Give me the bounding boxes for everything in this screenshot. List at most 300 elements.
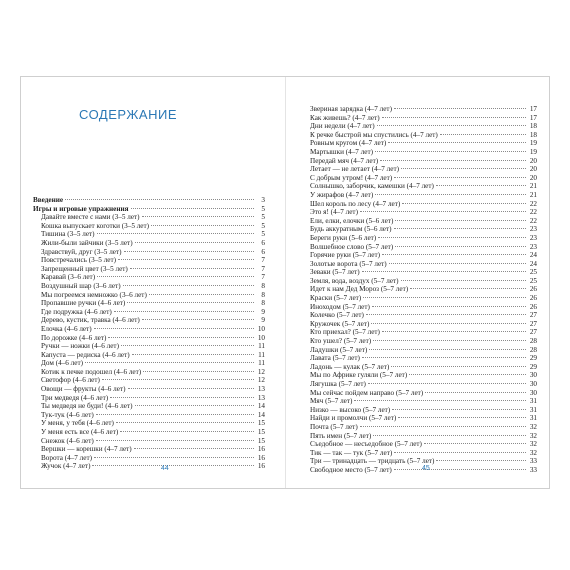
toc-entry-title: Солнышко, заборчик, камешки (4–7 лет) (310, 182, 434, 191)
toc-entry-page: 5 (261, 230, 265, 239)
toc-entry-title: Овощи — фрукты (4–6 лет) (41, 385, 126, 394)
toc-entry-title: Найди и промолчи (5–7 лет) (310, 414, 397, 423)
toc-entry-page: 24 (529, 251, 537, 260)
toc-entry (310, 354, 537, 363)
dot-leader (96, 414, 254, 415)
toc-entry (310, 389, 537, 398)
toc-entry (33, 462, 265, 471)
dot-leader (110, 397, 254, 398)
toc-entry (33, 256, 265, 265)
toc-entry-page: 22 (529, 208, 537, 217)
toc-entry-page: 12 (257, 376, 265, 385)
toc-entry-title: Ты медведя не буди! (4–6 лет) (41, 402, 133, 411)
toc-entry-page: 8 (261, 281, 265, 290)
toc-entry (310, 157, 537, 166)
dot-leader (394, 228, 526, 229)
toc-entry-page: 5 (261, 204, 265, 213)
toc-entry (33, 437, 265, 446)
toc-entry-page: 31 (529, 397, 537, 406)
toc-entry-page: 30 (529, 371, 537, 380)
toc-entry-title: Летает — не летает (4–7 лет) (310, 165, 399, 174)
toc-entry-page: 17 (529, 113, 537, 122)
toc-entry-page: 26 (529, 302, 537, 311)
toc-entry-title: Почта (5–7 лет) (310, 422, 358, 431)
toc-entry (33, 230, 265, 239)
toc-entry-page: 32 (529, 440, 537, 449)
dot-leader (425, 392, 526, 393)
toc-entry (33, 273, 265, 282)
dot-leader (127, 302, 254, 303)
toc-entry-title: Пять имен (5–7 лет) (310, 431, 372, 440)
dot-leader (373, 340, 526, 341)
toc-entry (310, 225, 537, 234)
toc-entry-page: 30 (529, 388, 537, 397)
dot-leader (116, 422, 254, 423)
toc-entry (310, 432, 537, 441)
toc-entry-title: Будь аккуратным (5–6 лет) (310, 225, 392, 234)
dot-leader (123, 285, 254, 286)
dot-leader (409, 374, 526, 375)
toc-entry-page: 14 (257, 402, 265, 411)
toc-entry-page: 15 (257, 428, 265, 437)
book-spread (20, 76, 550, 489)
toc-entry-title: Кто ушел? (5–7 лет) (310, 337, 372, 346)
dot-leader (392, 409, 526, 410)
dot-leader (369, 349, 526, 350)
toc-entry-title: Тик — так — тук (5–7 лет) (310, 448, 393, 457)
toc-entry-title: Капуста — редиска (4–6 лет) (41, 350, 130, 359)
toc-entry-title: Каравай (3–6 лет) (41, 273, 96, 282)
toc-entry-page: 8 (261, 299, 265, 308)
dot-leader (373, 435, 526, 436)
toc-entry-page: 11 (258, 350, 265, 359)
toc-entry (310, 182, 537, 191)
toc-entry-title: Игры и игровые упражнения (33, 204, 129, 213)
toc-entry (310, 337, 537, 346)
toc-entry-title: Низко — высоко (5–7 лет) (310, 405, 391, 414)
toc-entry (310, 440, 537, 449)
toc-entry-title: Елочка (4–6 лет) (41, 324, 92, 333)
dot-leader (377, 125, 526, 126)
toc-entry (310, 380, 537, 389)
toc-entry-title: Шел король по лесу (4–7 лет) (310, 199, 401, 208)
toc-entry (33, 368, 265, 377)
dot-leader (394, 469, 526, 470)
toc-entry (310, 328, 537, 337)
toc-left-column (33, 196, 265, 471)
dot-leader (124, 251, 254, 252)
page-title: СОДЕРЖАНИЕ (79, 107, 178, 122)
toc-entry-title: Дом (4–6 лет) (41, 359, 83, 368)
toc-entry-title: Мы по Африке гуляли (5–7 лет) (310, 371, 408, 380)
dot-leader (108, 337, 254, 338)
dot-leader (368, 383, 526, 384)
toc-entry-page: 32 (529, 422, 537, 431)
toc-entry-title: Земля, вода, воздух (5–7 лет) (310, 276, 399, 285)
toc-entry (310, 234, 537, 243)
toc-entry (33, 376, 265, 385)
dot-leader (398, 417, 526, 418)
dot-leader (401, 280, 526, 281)
dot-leader (362, 271, 526, 272)
toc-entry-title: Звериная зарядка (4–7 лет) (310, 105, 392, 113)
toc-entry (33, 325, 265, 334)
toc-entry-page: 27 (529, 319, 537, 328)
toc-entry (310, 277, 537, 286)
toc-entry-title: Иноходом (5–7 лет) (310, 302, 370, 311)
toc-entry (310, 191, 537, 200)
toc-entry (33, 265, 265, 274)
toc-entry-title: Мы сейчас пойдем направо (5–7 лет) (310, 388, 424, 397)
dot-leader (401, 168, 526, 169)
toc-entry-page: 12 (257, 367, 265, 376)
toc-entry-page: 14 (257, 410, 265, 419)
toc-entry-page: 7 (261, 264, 265, 273)
toc-entry-title: Ели, елки, елочки (5–6 лет) (310, 216, 394, 225)
dot-leader (120, 431, 254, 432)
toc-right-column (310, 105, 537, 475)
toc-entry-title: Ворота (4–7 лет) (41, 453, 92, 462)
toc-entry-title: У жирафов (4–7 лет) (310, 190, 374, 199)
toc-entry-page: 13 (257, 393, 265, 402)
toc-entry-title: Светофор (4–6 лет) (41, 376, 100, 385)
toc-entry-page: 19 (529, 147, 537, 156)
toc-entry (310, 371, 537, 380)
dot-leader (382, 331, 526, 332)
toc-entry-page: 9 (261, 316, 265, 325)
dot-leader (134, 448, 254, 449)
toc-entry-page: 16 (257, 462, 265, 471)
toc-entry-page: 13 (257, 385, 265, 394)
toc-entry (33, 334, 265, 343)
toc-entry-title: Повстречались (3–5 лет) (41, 256, 117, 265)
dot-leader (360, 426, 526, 427)
toc-entry-page: 26 (529, 294, 537, 303)
toc-entry-title: К речке быстрой мы спустились (4–7 лет) (310, 130, 438, 139)
toc-entry (310, 363, 537, 372)
toc-entry (310, 105, 537, 114)
toc-entry-title: Как живешь? (4–7 лет) (310, 113, 380, 122)
dot-leader (130, 268, 254, 269)
toc-entry (310, 251, 537, 260)
toc-entry (33, 454, 265, 463)
dot-leader (378, 237, 526, 238)
toc-entry-title: Съедобное — несъедобное (5–7 лет) (310, 440, 422, 449)
dot-leader (380, 160, 526, 161)
toc-entry-page: 23 (529, 233, 537, 242)
dot-leader (132, 354, 254, 355)
toc-entry-title: Дерево, кустик, травка (4–6 лет) (41, 316, 140, 325)
toc-entry-title: Передай мяч (4–7 лет) (310, 156, 379, 165)
toc-entry (310, 165, 537, 174)
toc-entry-page: 20 (529, 165, 537, 174)
toc-entry (33, 419, 265, 428)
toc-entry (310, 449, 537, 458)
dot-leader (102, 379, 254, 380)
toc-entry-title: Три медведя (4–6 лет) (41, 393, 109, 402)
dot-leader (142, 319, 254, 320)
dot-leader (65, 199, 254, 200)
toc-entry (33, 359, 265, 368)
dot-leader (440, 134, 526, 135)
toc-entry-page: 15 (257, 436, 265, 445)
toc-entry (310, 320, 537, 329)
toc-entry-page: 5 (261, 221, 265, 230)
toc-entry (310, 311, 537, 320)
toc-entry (33, 411, 265, 420)
dot-leader (135, 405, 255, 406)
toc-entry-page: 29 (529, 362, 537, 371)
toc-entry-page: 20 (529, 173, 537, 182)
dot-leader (371, 323, 526, 324)
dot-leader (410, 288, 526, 289)
toc-entry-title: Запрещенный цвет (3–5 лет) (41, 264, 128, 273)
dot-leader (362, 357, 526, 358)
toc-entry-page: 23 (529, 225, 537, 234)
toc-entry-title: Кружочек (5–7 лет) (310, 319, 370, 328)
dot-leader (149, 294, 254, 295)
toc-entry-title: Это я! (4–7 лет) (310, 208, 358, 217)
toc-entry-page: 11 (258, 342, 265, 351)
dot-leader (96, 440, 254, 441)
page-number-left: 44 (161, 465, 169, 472)
toc-entry (33, 394, 265, 403)
toc-entry (33, 402, 265, 411)
toc-entry-title: Ладушки (5–7 лет) (310, 345, 368, 354)
toc-entry-title: Зеваки (5–7 лет) (310, 268, 360, 277)
toc-entry-title: Кто приехал? (5–7 лет) (310, 328, 380, 337)
dot-leader (131, 208, 254, 209)
toc-entry-title: Жучок (4–7 лет) (41, 462, 91, 471)
dot-leader (92, 465, 254, 466)
page-number-right: 45 (422, 465, 430, 472)
toc-entry-title: Три — тринадцать — тридцать (5–7 лет) (310, 457, 435, 466)
toc-entry-title: Пропавшие ручки (4–6 лет) (41, 299, 126, 308)
toc-entry-title: Лавата (5–7 лет) (310, 354, 360, 363)
toc-entry-page: 23 (529, 242, 537, 251)
toc-entry (310, 148, 537, 157)
toc-entry-page: 27 (529, 328, 537, 337)
toc-entry-page: 7 (261, 273, 265, 282)
toc-entry-page: 32 (529, 431, 537, 440)
toc-entry (310, 114, 537, 123)
toc-entry-page: 32 (529, 448, 537, 457)
toc-entry-page: 29 (529, 354, 537, 363)
dot-leader (382, 254, 526, 255)
toc-entry-page: 33 (529, 465, 537, 474)
toc-entry-title: Дни недели (4–7 лет) (310, 122, 375, 131)
toc-entry (33, 291, 265, 300)
right-page (286, 77, 551, 488)
toc-entry-title: Снежок (4–6 лет) (41, 436, 94, 445)
toc-entry (33, 222, 265, 231)
toc-entry-page: 27 (529, 311, 537, 320)
toc-entry-page: 33 (529, 457, 537, 466)
toc-entry-title: С добрым утром! (4–7 лет) (310, 173, 393, 182)
dot-leader (85, 362, 254, 363)
toc-entry-title: По дорожке (4–6 лет) (41, 333, 107, 342)
toc-entry (310, 260, 537, 269)
toc-entry-title: Береги руки (5–6 лет) (310, 233, 377, 242)
toc-entry-title: Волшебное слово (5–7 лет) (310, 242, 394, 251)
toc-entry (33, 445, 265, 454)
toc-entry (33, 385, 265, 394)
toc-entry-title: Где подружка (4–6 лет) (41, 307, 112, 316)
toc-entry-title: Краски (5–7 лет) (310, 294, 362, 303)
toc-entry-title: Свободное место (5–7 лет) (310, 465, 392, 474)
toc-entry-title: Горячие руки (5–7 лет) (310, 251, 380, 260)
toc-entry (33, 342, 265, 351)
toc-entry-title: Лягушка (5–7 лет) (310, 380, 366, 388)
toc-entry-page: 10 (257, 324, 265, 333)
toc-entry-title: Вершки — корешки (4–7 лет) (41, 445, 132, 454)
dot-leader (360, 211, 526, 212)
toc-entry-title: Давайте вместе с нами (3–5 лет) (41, 213, 140, 222)
dot-leader (143, 371, 254, 372)
toc-entry-title: Золотые ворота (5–7 лет) (310, 259, 387, 268)
toc-entry (310, 268, 537, 277)
dot-leader (382, 117, 526, 118)
dot-leader (391, 366, 526, 367)
dot-leader (436, 460, 526, 461)
toc-entry-page: 10 (257, 333, 265, 342)
toc-entry-title: У меня, у тебя (4–6 лет) (41, 419, 114, 428)
toc-entry-title: Тишина (3–5 лет) (41, 230, 95, 239)
dot-leader (395, 220, 526, 221)
toc-entry-page: 18 (529, 130, 537, 139)
dot-leader (151, 225, 254, 226)
toc-entry (33, 428, 265, 437)
toc-entry (310, 208, 537, 217)
toc-entry-title: Котик к печке подошел (4–6 лет) (41, 367, 142, 376)
dot-leader (389, 263, 526, 264)
toc-entry-page: 21 (529, 190, 537, 199)
dot-leader (142, 216, 254, 217)
dot-leader (372, 306, 526, 307)
dot-leader (402, 203, 526, 204)
toc-entry (310, 200, 537, 209)
dot-leader (114, 311, 254, 312)
toc-entry-page: 31 (529, 414, 537, 423)
toc-entry-title: Ладонь — кулак (5–7 лет) (310, 362, 390, 371)
toc-entry (310, 397, 537, 406)
toc-entry (33, 213, 265, 222)
toc-entry-title: Мартышки (4–7 лет) (310, 147, 374, 156)
dot-leader (97, 233, 254, 234)
toc-entry-page: 5 (261, 213, 265, 222)
toc-entry-title: Здравствуй, друг (3–5 лет) (41, 247, 122, 256)
toc-entry-page: 16 (257, 445, 265, 454)
toc-entry-title: Жили-были зайчики (3–5 лет) (41, 238, 133, 247)
toc-entry (310, 346, 537, 355)
dot-leader (97, 276, 254, 277)
toc-entry-page: 25 (529, 276, 537, 285)
toc-entry (33, 248, 265, 257)
toc-entry-title: Тук-тук (4–6 лет) (41, 410, 94, 419)
toc-entry-title: Введение (33, 196, 64, 204)
toc-entry (310, 303, 537, 312)
dot-leader (424, 443, 526, 444)
toc-entry (310, 174, 537, 183)
dot-leader (118, 259, 254, 260)
dot-leader (94, 457, 254, 458)
dot-leader (436, 185, 526, 186)
toc-entry (33, 196, 265, 205)
toc-entry (310, 243, 537, 252)
dot-leader (363, 297, 526, 298)
toc-entry-page: 15 (257, 419, 265, 428)
toc-entry-page: 22 (529, 199, 537, 208)
toc-entry (33, 308, 265, 317)
dot-leader (366, 314, 526, 315)
dot-leader (395, 246, 526, 247)
toc-entry-page: 17 (529, 105, 537, 113)
toc-entry-page: 6 (261, 238, 265, 247)
dot-leader (135, 242, 254, 243)
dot-leader (375, 151, 526, 152)
toc-entry-page: 28 (529, 337, 537, 346)
toc-entry-page: 11 (258, 359, 265, 368)
toc-entry (310, 414, 537, 423)
toc-entry-title: Мяч (5–7 лет) (310, 397, 353, 406)
toc-entry-title: Кошка выпускает коготки (3–5 лет) (41, 221, 150, 230)
toc-entry (310, 406, 537, 415)
toc-entry-title: Ровным кругом (4–7 лет) (310, 139, 387, 148)
toc-entry (33, 316, 265, 325)
dot-leader (128, 388, 255, 389)
toc-entry (310, 294, 537, 303)
toc-entry (310, 122, 537, 131)
toc-entry (33, 351, 265, 360)
dot-leader (94, 328, 254, 329)
dot-leader (375, 194, 526, 195)
toc-entry-page: 7 (261, 256, 265, 265)
toc-entry-title: Колечко (5–7 лет) (310, 311, 364, 320)
toc-entry-page: 25 (529, 268, 537, 277)
toc-entry-page: 31 (529, 405, 537, 414)
toc-entry (310, 285, 537, 294)
toc-entry-title: Идет к нам Дед Мороз (5–7 лет) (310, 285, 409, 294)
toc-entry (33, 205, 265, 214)
toc-entry (310, 423, 537, 432)
dot-leader (394, 108, 526, 109)
toc-entry-title: У меня есть все (4–6 лет) (41, 428, 119, 437)
toc-entry (33, 282, 265, 291)
dot-leader (394, 452, 526, 453)
toc-entry-page: 18 (529, 122, 537, 131)
toc-entry-title: Мы погреемся немножко (3–6 лет) (41, 290, 147, 299)
toc-entry-page: 28 (529, 345, 537, 354)
toc-entry-page: 26 (529, 285, 537, 294)
dot-leader (121, 345, 254, 346)
left-page (21, 77, 285, 488)
toc-entry (33, 239, 265, 248)
toc-entry-page: 8 (261, 290, 265, 299)
dot-leader (388, 142, 526, 143)
toc-entry-page: 22 (529, 216, 537, 225)
toc-entry-title: Воздушный шар (3–6 лет) (41, 281, 121, 290)
toc-entry-page: 6 (261, 247, 265, 256)
toc-entry-page: 21 (529, 182, 537, 191)
toc-entry-page: 16 (257, 453, 265, 462)
toc-entry-page: 3 (261, 196, 265, 204)
dot-leader (394, 177, 526, 178)
toc-entry (310, 139, 537, 148)
toc-entry (33, 299, 265, 308)
toc-entry-title: Ручки — ножки (4–6 лет) (41, 342, 119, 351)
toc-entry-page: 24 (529, 259, 537, 268)
toc-entry (310, 217, 537, 226)
